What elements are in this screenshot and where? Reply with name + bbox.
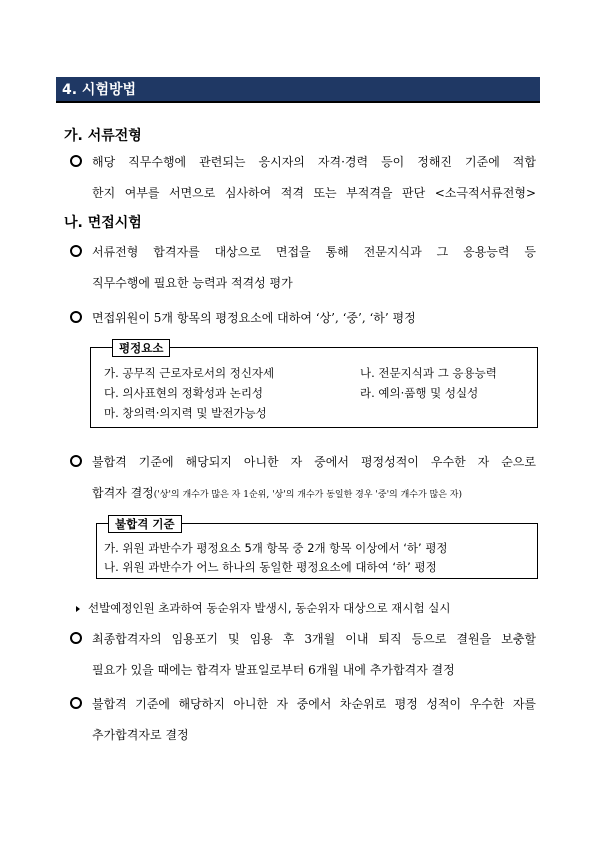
evaluation-item: 가. 공무직 근로자로서의 정신자세 [104, 366, 275, 380]
heading-document-screening: 가. 서류전형 [64, 128, 142, 144]
evaluation-item: 라. 예의·품행 및 성실성 [360, 386, 479, 400]
circle-bullet-icon [70, 155, 82, 167]
circle-bullet-icon [70, 455, 82, 467]
evaluation-item: 나. 전문지식과 그 응용능력 [360, 366, 497, 380]
paragraph-line: 필요가 있을 때에는 합격자 발표일로부터 6개월 내에 추가합격자 결정 [92, 663, 455, 677]
circle-bullet-icon [70, 632, 82, 644]
fail-box-title: 불합격 기준 [108, 515, 182, 533]
circle-bullet-icon [70, 697, 82, 709]
section-title: 4. 시험방법 [56, 77, 540, 103]
evaluation-item: 마. 창의력·의지력 및 발전가능성 [104, 406, 267, 420]
evaluation-item: 다. 의사표현의 정확성과 논리성 [104, 386, 264, 400]
paragraph-line: 해당 직무수행에 관련되는 응시자의 자격·경력 등이 정해진 기준에 적합 [92, 155, 536, 169]
paragraph-line: 직무수행에 필요한 능력과 적격성 평가 [92, 276, 293, 290]
paragraph-line: 서류전형 합격자를 대상으로 면접을 통해 전문지식과 그 응용능력 등 [92, 245, 536, 259]
heading-interview: 나. 면접시험 [64, 215, 142, 231]
ranking-note: ('상'의 개수가 많은 자 1순위, '상'의 개수가 동일한 경우 '중'의 개수가 많은 자) [153, 490, 462, 500]
circle-bullet-icon [70, 311, 82, 323]
circle-bullet-icon [70, 245, 82, 257]
paragraph-line: 면접위원이 5개 항목의 평정요소에 대하여 ‘상’, ‘중’, ‘하’ 평정 [92, 311, 416, 325]
paragraph-line: 추가합격자로 결정 [92, 728, 189, 742]
triangle-bullet-icon [76, 606, 80, 612]
paragraph-line: 불합격 기준에 해당되지 아니한 자 중에서 평정성적이 우수한 자 순으로 [92, 455, 536, 469]
paragraph-line: 한지 여부를 서면으로 심사하여 적격 또는 부적격을 판단 <소극적서류전형> [92, 186, 536, 200]
paragraph-text: 합격자 결정 [92, 486, 154, 500]
paragraph-line [92, 484, 462, 501]
fail-criteria-item: 가. 위원 과반수가 평정요소 5개 항목 중 2개 항목 이상에서 ‘하’ 평정 [104, 541, 448, 555]
evaluation-box-title: 평정요소 [112, 339, 170, 357]
fail-criteria-item: 나. 위원 과반수가 어느 하나의 동일한 평정요소에 대하여 ‘하’ 평정 [104, 560, 437, 574]
retest-note [76, 600, 451, 616]
note-text: 선발예정인원 초과하여 동순위자 발생시, 동순위자 대상으로 재시험 실시 [88, 601, 451, 615]
paragraph-line: 불합격 기준에 해당하지 아니한 자 중에서 차순위로 평정 성적이 우수한 자를 [92, 697, 536, 711]
paragraph-line: 최종합격자의 임용포기 및 임용 후 3개월 이내 퇴직 등으로 결원을 보충할 [92, 632, 536, 646]
